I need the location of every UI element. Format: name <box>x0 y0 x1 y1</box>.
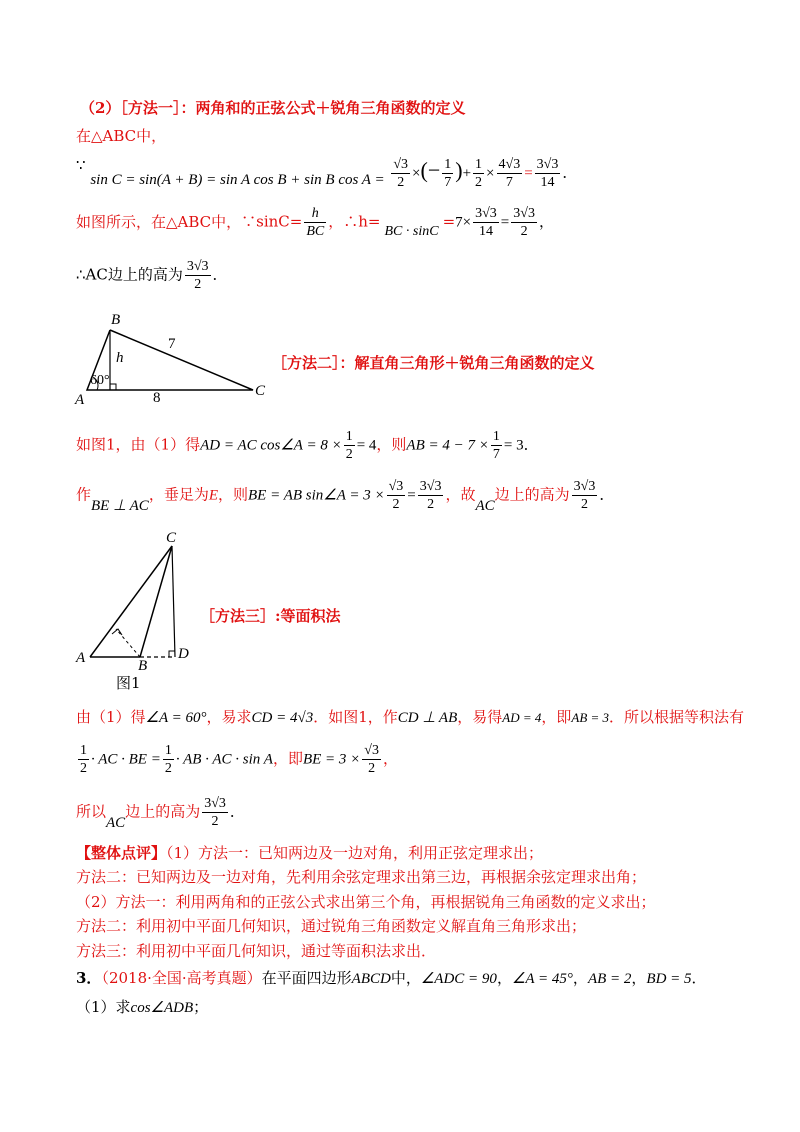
question3: 3．（2018·全国·高考真题）在平面四边形ABCD中，∠ADC = 90，∠A = 45°，AB = 2，BD = 5． <box>76 969 707 987</box>
frac-h-BCsinC: BC · sinC <box>384 224 439 239</box>
label-7: 7 <box>168 336 176 352</box>
m1-line1: 在△ABC中， <box>76 127 167 145</box>
m1-height-equation: 如图所示，在△ABC中，∵sinC= $\frac{h}{BC}$ ，∴h= BC · sinC =7× $\frac{3√3}{14}$ = $\frac{3√3}{2}$ ， <box>76 206 554 239</box>
fig2-caption: 图1 <box>116 674 141 692</box>
review-title: 【整体点评】 <box>76 844 167 862</box>
m2-line1: 如图1，由（1）得AD = AC cos∠A = 8 × $\frac{1}{2}$ = 4，则AB = 4 − 7 × $\frac{1}{7}$ = 3． <box>76 429 539 462</box>
label-B: B <box>111 312 121 328</box>
m1-conclusion: ∴AC边上的高为 $\frac{3√3}{2}$ ． <box>76 259 228 292</box>
frac-sqrt3-2: $\frac{√3}{2}$ <box>393 157 409 190</box>
frac-3sqrt3-2: $\frac{3√3}{2}$ <box>513 206 535 239</box>
review-line1: 【整体点评】（1）方法一：已知两边及一边对角，利用正弦定理求出； <box>76 844 544 862</box>
part2-heading: （2）［方法一］：两角和的正弦公式＋锐角三角函数的定义 <box>80 99 466 117</box>
review-line2: 方法二：已知两边及一边对角，先利用余弦定理求出第三边，再根据余弦定理求出角； <box>76 868 647 886</box>
frac-3sqrt3-2-b: $\frac{3√3}{2}$ <box>186 259 209 292</box>
question-source: （2018·全国·高考真题） <box>101 969 262 987</box>
fig2-label-A: A <box>76 650 86 666</box>
label-8: 8 <box>153 390 161 406</box>
m3-line3: 所以AC边上的高为 $\frac{3√3}{2}$ ． <box>76 796 245 831</box>
review-line5: 方法三：利用初中平面几何知识，通过等面积法求出． <box>76 942 437 960</box>
label-h: h <box>116 350 124 366</box>
question-number: 3． <box>76 969 102 987</box>
frac-h-BC: $\frac{h}{BC}$ <box>306 206 325 239</box>
m1-sinC-equation: ∵ sin C = sin(A + B) = sin A cos B + sin B cos A = $\frac{√3}{2}$ ×(− $\frac{1}{7}$ )+ $\frac{1}{2}$ × $\frac{4√3}{7}$ = $\frac{3√3}{14}$ ． <box>76 155 578 190</box>
frac-1-7: $\frac{1}{7}$ <box>444 157 452 190</box>
m3-heading: ［方法三］:等面积法 <box>200 607 341 625</box>
label-60deg: 60° <box>90 373 110 388</box>
label-C: C <box>255 383 266 399</box>
review-line3: （2）方法一：利用两角和的正弦公式求出第三个角，再根据锐角三角函数的定义求出； <box>76 893 656 911</box>
frac-3sqrt3-14: $\frac{3√3}{14}$ <box>536 157 559 190</box>
fig2-label-B: B <box>138 658 148 674</box>
review-line4: 方法二：利用初中平面几何知识，通过锐角三角函数定义解直角三角形求出； <box>76 917 587 935</box>
label-A: A <box>75 392 85 408</box>
sinC-expansion: sin C = sin(A + B) = sin A cos B + sin B cos A = <box>90 171 385 188</box>
m3-line1: 由（1）得∠A = 60°，易求CD = 4√3．如图1，作CD ⊥ AB，易得AD = 4，即AB = 3．所以根据等积法有 <box>76 708 745 726</box>
fig2-label-D: D <box>178 646 189 662</box>
frac-3sqrt3-14-b: $\frac{3√3}{14}$ <box>475 206 497 239</box>
because-symbol: ∵ <box>76 155 86 174</box>
frac-1-2: $\frac{1}{2}$ <box>475 157 483 190</box>
fig2-label-C: C <box>166 530 177 546</box>
m2-heading: ［方法二］：解直角三角形＋锐角三角函数的定义 <box>272 354 595 372</box>
question3-part1: （1）求cos∠ADB； <box>76 998 209 1016</box>
m3-line2: $\frac{1}{2}$ · AC · BE = $\frac{1}{2}$ · AB · AC · sin A，即BE = 3 × $\frac{√3}{2}$ ， <box>80 743 398 776</box>
m2-line2: 作BE ⊥ AC，垂足为E，则BE = AB sin∠A = 3 × $\frac{√3}{2}$ = $\frac{3√3}{2}$ ，故AC边上的高为 $\frac{3√3}{2}$ ． <box>76 479 615 514</box>
frac-4sqrt3-7: $\frac{4√3}{7}$ <box>498 157 521 190</box>
